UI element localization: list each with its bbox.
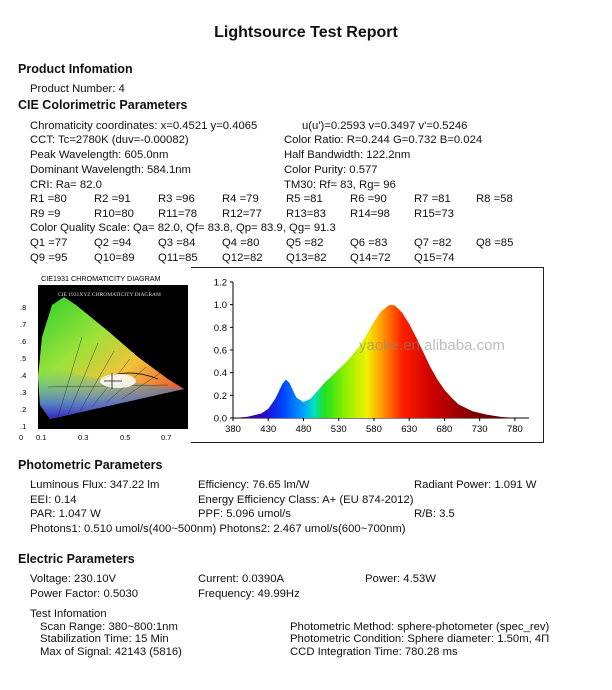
color-quality-scale: Color Quality Scale: Qa= 82.0, Qf= 83.8, Qp= 83.9, Qg= 91.3	[30, 222, 336, 234]
photometric-heading: Photometric Parameters	[18, 458, 163, 472]
r12: R12=77	[222, 208, 262, 220]
uv-coordinates: u(u')=0.2593 v=0.3497 v'=0.5246	[302, 120, 468, 132]
r-b-ratio: R/B: 3.5	[414, 508, 455, 520]
q9: Q9 =95	[30, 252, 68, 264]
x-tick-label: 380	[225, 424, 241, 435]
product-number: Product Number: 4	[30, 83, 125, 95]
scan-range: Scan Range: 380~800:1nm	[40, 621, 178, 633]
energy-efficiency-class: Energy Efficiency Class: A+ (EU 874-2012)	[198, 494, 414, 506]
q15: Q15=74	[414, 252, 455, 264]
spectrum-area	[233, 305, 515, 418]
tm30: TM30: Rf= 83, Rg= 96	[284, 179, 396, 191]
spectrum-chart	[191, 268, 543, 442]
y-tick-label: 0.0	[213, 413, 227, 425]
x-tick-label: 530	[330, 424, 347, 435]
ppf: PPF: 5.096 umol/s	[198, 508, 291, 520]
cie-ytick: .2	[20, 405, 27, 414]
r6: R6 =90	[350, 193, 387, 205]
photons: Photons1: 0.510 umol/s(400~500nm) Photons2: 2.467 umol/s(600~700nm)	[30, 523, 406, 535]
dominant-wavelength: Dominant Wavelength: 584.1nm	[30, 164, 191, 176]
cie-xtick: 0.7	[161, 433, 172, 442]
max-signal: Max of Signal: 42143 (5816)	[40, 646, 182, 658]
x-tick-label: 580	[366, 424, 382, 435]
q3: Q3 =84	[158, 237, 196, 249]
cie-chromaticity-diagram	[18, 267, 191, 443]
r14: R14=98	[350, 208, 390, 220]
luminous-flux: Luminous Flux: 347.22 lm	[30, 479, 160, 491]
voltage: Voltage: 230.10V	[30, 573, 117, 585]
cri: CRI: Ra= 82.0	[30, 179, 102, 191]
cie-diagram-inner-label: CIE 1931XYZ CHROMATICITY DIAGRAM	[58, 292, 161, 298]
x-tick-label: 430	[260, 424, 277, 435]
y-tick-label: 0.2	[213, 390, 227, 402]
cie-ytick: .6	[20, 337, 27, 346]
photometric-method: Photometric Method: sphere-photometer (spec_rev)	[290, 621, 550, 633]
cie-xtick: 0.5	[120, 433, 131, 442]
color-ratio: Color Ratio: R=0.244 G=0.732 B=0.024	[284, 134, 483, 146]
r2: R2 =91	[94, 193, 131, 205]
par: PAR: 1.047 W	[30, 508, 101, 520]
y-tick-label: 0.8	[213, 322, 227, 334]
r5: R5 =81	[286, 193, 323, 205]
y-tick-label: 1.0	[213, 300, 227, 312]
x-tick-label: 480	[295, 424, 312, 435]
radiant-power: Radiant Power: 1.091 W	[414, 479, 537, 491]
q12: Q12=82	[222, 252, 263, 264]
cie-ytick: .4	[20, 371, 27, 380]
cie-diagram-label: CIE1931 CHROMATICITY DIAGRAM	[41, 274, 161, 283]
cie-ytick: .5	[20, 354, 27, 363]
r13: R13=83	[286, 208, 326, 220]
cie-ytick: .3	[20, 388, 27, 397]
chromaticity-coordinates: Chromaticity coordinates: x=0.4521 y=0.4065	[30, 120, 258, 132]
frequency: Frequency: 49.99Hz	[198, 588, 300, 600]
r15: R15=73	[414, 208, 454, 220]
watermark: yaoke.en.alibaba.com	[359, 337, 505, 354]
q8: Q8 =85	[476, 237, 514, 249]
q10: Q10=89	[94, 252, 135, 264]
y-tick-label: 1.2	[213, 277, 227, 289]
x-tick-label: 780	[506, 424, 523, 435]
eei: EEI: 0.14	[30, 494, 77, 506]
cie-xtick: 0	[19, 433, 24, 442]
efficiency: Efficiency: 76.65 lm/W	[198, 479, 310, 491]
r9: R9 =9	[30, 208, 61, 220]
power: Power: 4.53W	[365, 573, 436, 585]
x-tick-label: 630	[401, 424, 418, 435]
cie-ytick: .8	[20, 303, 27, 312]
power-factor: Power Factor: 0.5030	[30, 588, 139, 600]
cie-xtick: 0.3	[78, 433, 89, 442]
photometric-condition: Photometric Condition: Sphere diameter: 1.50m, 4Π	[290, 633, 550, 645]
r1: R1 =80	[30, 193, 67, 205]
x-tick-label: 730	[471, 424, 488, 435]
ccd-integration-time: CCD Integration Time: 780.28 ms	[290, 646, 458, 658]
r3: R3 =96	[158, 193, 195, 205]
cct: CCT: Tc=2780K (duv=-0.00082)	[30, 134, 189, 146]
x-tick-label: 680	[436, 424, 453, 435]
q4: Q4 =80	[222, 237, 260, 249]
q6: Q6 =83	[350, 237, 388, 249]
r7: R7 =81	[414, 193, 451, 205]
stabilization-time: Stabilization Time: 15 Min	[40, 633, 169, 645]
y-tick-label: 0.4	[213, 368, 227, 380]
y-tick-label: 0.6	[213, 345, 227, 357]
report-title: Lightsource Test Report	[214, 24, 398, 41]
q14: Q14=72	[350, 252, 391, 264]
current: Current: 0.0390A	[198, 573, 285, 585]
product-heading: Product Infomation	[18, 62, 133, 76]
q7: Q7 =82	[414, 237, 452, 249]
cie-heading: CIE Colorimetric Parameters	[18, 98, 188, 112]
q1: Q1 =77	[30, 237, 68, 249]
peak-wavelength: Peak Wavelength: 605.0nm	[30, 149, 169, 161]
electric-heading: Electric Parameters	[18, 552, 135, 566]
q11: Q11=85	[158, 252, 198, 264]
color-purity: Color Purity: 0.577	[284, 164, 378, 176]
r4: R4 =79	[222, 193, 259, 205]
q5: Q5 =82	[286, 237, 324, 249]
r11: R11=78	[158, 208, 198, 220]
cie-ytick: .1	[20, 422, 27, 431]
r8: R8 =58	[476, 193, 513, 205]
q2: Q2 =94	[94, 237, 132, 249]
q13: Q13=82	[286, 252, 327, 264]
cie-ytick: .7	[20, 320, 27, 329]
cie-xtick: 0.1	[36, 433, 47, 442]
r10: R10=80	[94, 208, 134, 220]
test-heading: Test Infomation	[30, 608, 107, 620]
half-bandwidth: Half Bandwidth: 122.2nm	[284, 149, 411, 161]
